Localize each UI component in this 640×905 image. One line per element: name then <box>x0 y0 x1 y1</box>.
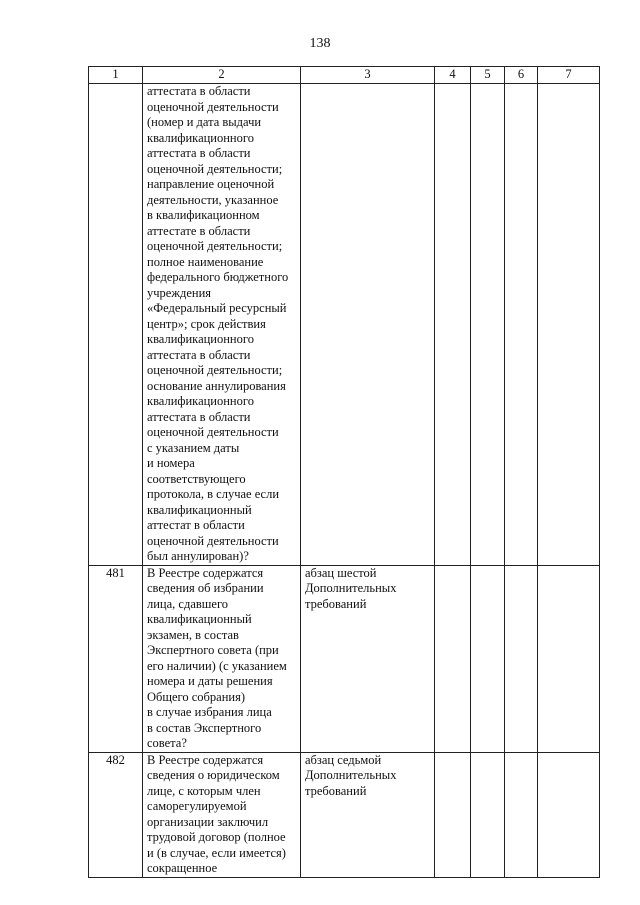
empty-cell <box>435 565 471 752</box>
table-header-row <box>89 67 600 84</box>
col-header-7: 7 <box>538 67 600 84</box>
legal-reference <box>301 84 435 566</box>
empty-cell <box>505 752 538 877</box>
col-header-6: 6 <box>505 67 538 84</box>
table-row <box>89 752 600 877</box>
row-number: 481 <box>89 565 143 752</box>
empty-cell <box>435 84 471 566</box>
empty-cell <box>538 84 600 566</box>
requirement-text: аттестата в области оценочной деятельности (номер и дата выдачи квалификационного аттестата в области оценочной деятельности; направление оценочной деятельности, указанное в квалификационном аттестате в области оценочной деятельности; полное наименование федерального бюджетного учреждения «Федеральный ресурсный центр»; срок действия квалификационного аттестата в области оценочной деятельности; основание аннулирования квалификационного аттестата в области оценочной деятельности с указанием даты и номера соответствующего протокола, в случае если квалификационный аттестат в области оценочной деятельности был аннулирован)? <box>143 84 301 566</box>
empty-cell <box>538 565 600 752</box>
requirement-text: В Реестре содержатся сведения о юридическом лице, с которым член саморегулируемой организации заключил трудовой договор (полное и (в случае, если имеется) сокращенное <box>143 752 301 877</box>
col-header-3: 3 <box>301 67 435 84</box>
empty-cell <box>471 84 505 566</box>
table-row <box>89 84 600 566</box>
table-row <box>89 565 600 752</box>
empty-cell <box>505 565 538 752</box>
row-number <box>89 84 143 566</box>
row-number: 482 <box>89 752 143 877</box>
col-header-5: 5 <box>471 67 505 84</box>
legal-reference: абзац седьмой Дополнительных требований <box>301 752 435 877</box>
col-header-4: 4 <box>435 67 471 84</box>
empty-cell <box>538 752 600 877</box>
col-header-2: 2 <box>143 67 301 84</box>
requirements-table <box>88 66 600 878</box>
legal-reference: абзац шестой Дополнительных требований <box>301 565 435 752</box>
page-number: 138 <box>309 36 331 51</box>
empty-cell <box>505 84 538 566</box>
col-header-1: 1 <box>89 67 143 84</box>
requirement-text: В Реестре содержатся сведения об избрании лица, сдавшего квалификационный экзамен, в состав Экспертного совета (при его наличии) (с указанием номера и даты решения Общего собрания) в случае избрания лица в состав Экспертного совета? <box>143 565 301 752</box>
empty-cell <box>471 752 505 877</box>
empty-cell <box>471 565 505 752</box>
empty-cell <box>435 752 471 877</box>
